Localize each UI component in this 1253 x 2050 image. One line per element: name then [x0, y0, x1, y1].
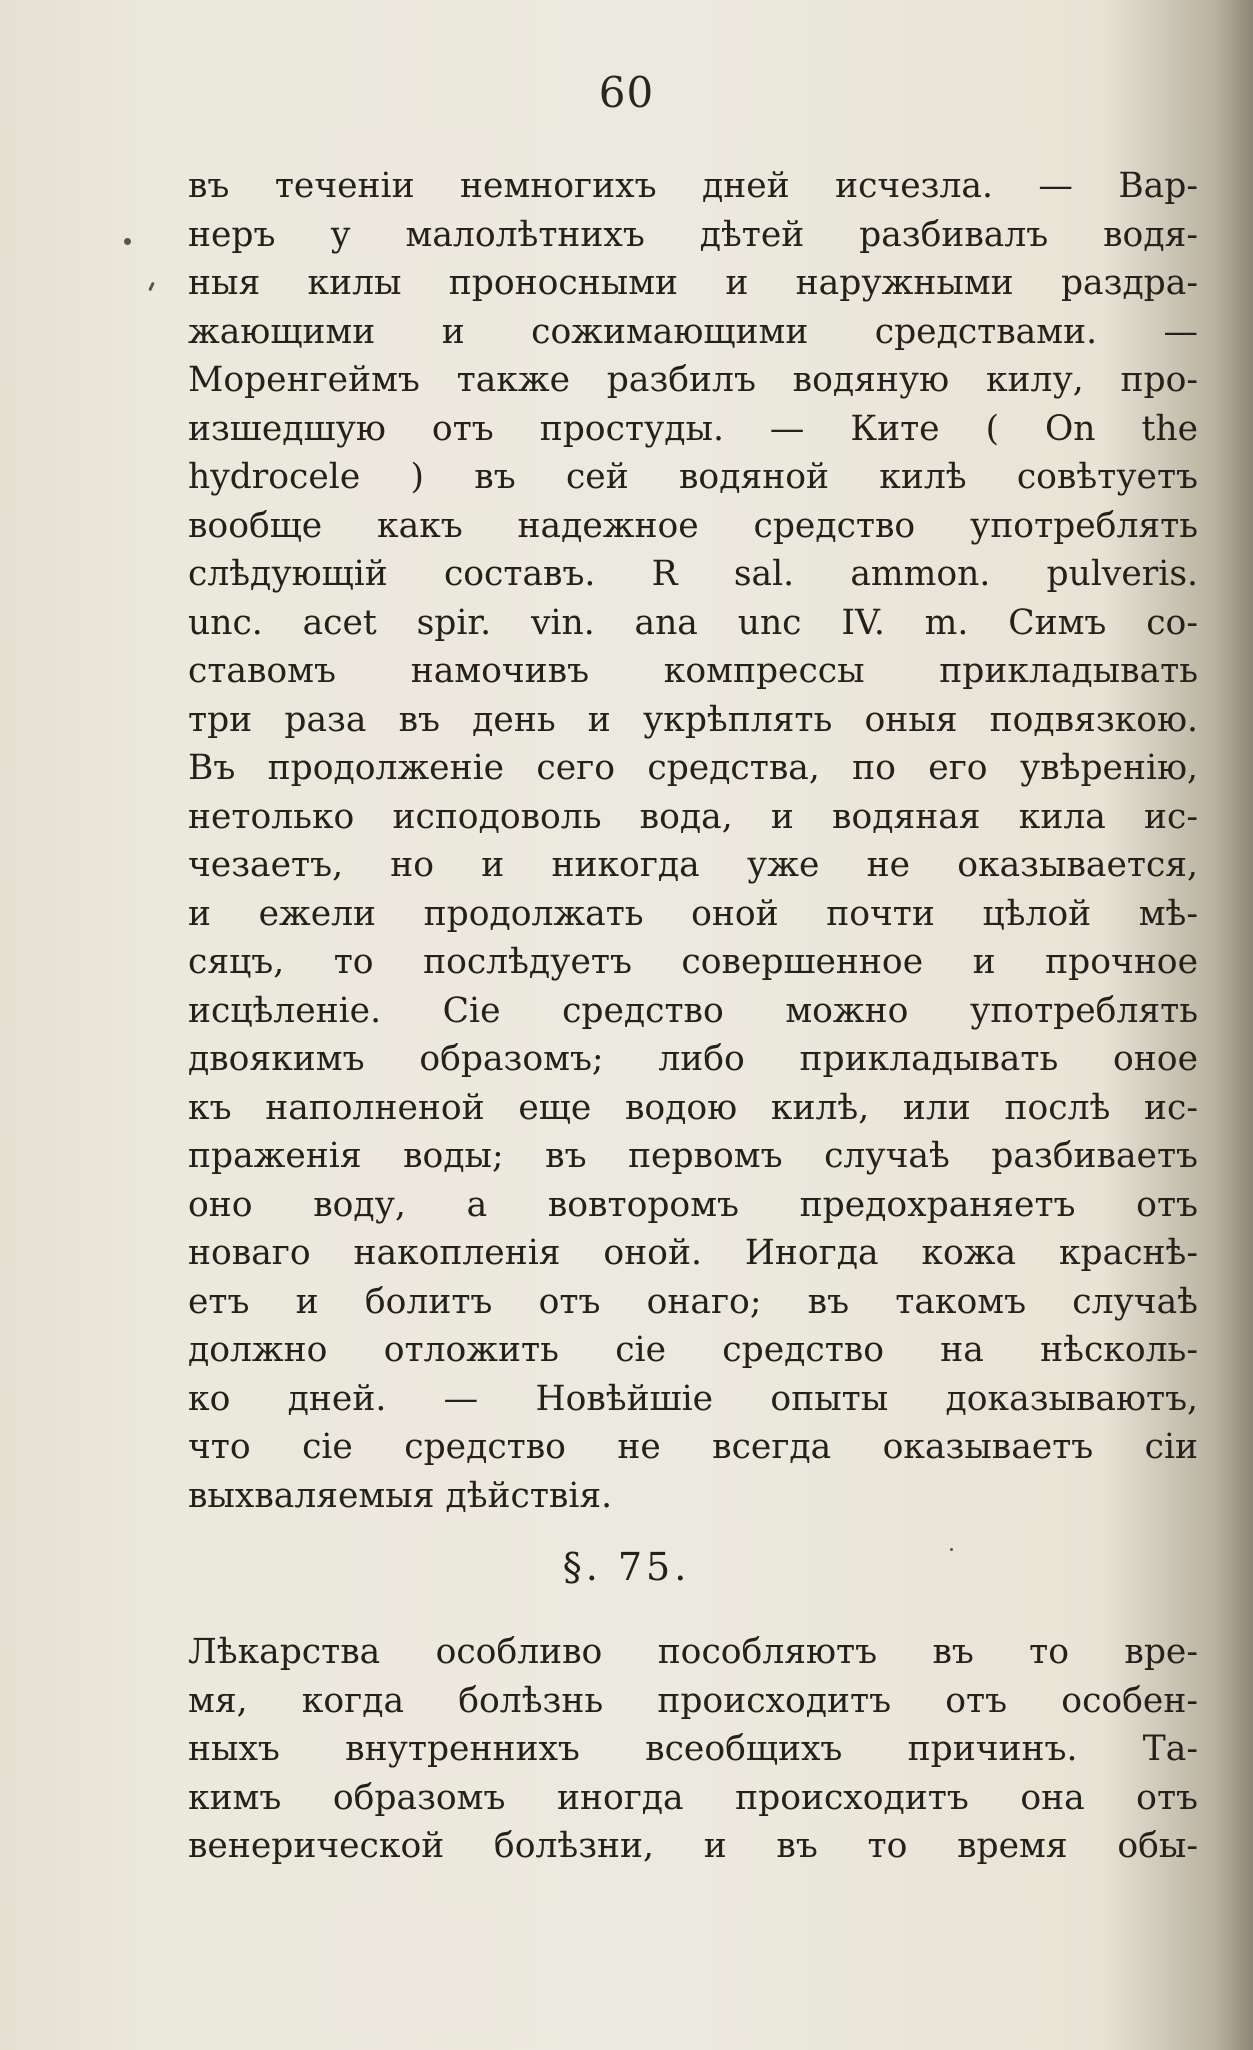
text-line: что сіе средство не всегда оказываетъ сіи: [188, 1427, 1198, 1467]
text-line: венерической болѣзни, и въ то время обы-: [188, 1826, 1198, 1866]
text-line: исцѣленіе. Сіе средство можно употреблять: [188, 990, 1198, 1031]
text-line: Лѣкарства особливо пособляютъ въ то вре-: [188, 1632, 1198, 1672]
text-line: ныя килы проносными и наружными раздра-: [188, 263, 1198, 303]
text-line: къ наполненой еще водою килѣ, или послѣ ис-: [188, 1087, 1198, 1128]
text-line: слѣдующій составъ. R sal. ammon. pulveris.: [188, 554, 1198, 594]
text-line: чезаетъ, но и никогда уже не оказывается,: [188, 845, 1198, 885]
text-line: hydrocele ) въ сей водяной килѣ совѣтуетъ: [188, 457, 1198, 497]
text-line: и ежели продолжать оной почти цѣлой мѣ-: [188, 893, 1198, 934]
text-line: двоякимъ образомъ; либо прикладывать оное: [188, 1039, 1198, 1079]
text-line: должно отложить сіе средство на нѣсколь-: [188, 1330, 1198, 1370]
text-line: ставомъ намочивъ компрессы прикладывать: [188, 651, 1198, 691]
text-line: праженія воды; въ первомъ случаѣ разбиваетъ: [188, 1136, 1198, 1176]
page-number: 60: [598, 68, 655, 117]
paragraph-2: [188, 1628, 1198, 1871]
text-line: вообще какъ надежное средство употреблять: [188, 505, 1198, 546]
text-line: выхваляемыя дѣйствія.: [188, 1475, 613, 1516]
text-line: нетолько исподоволь вода, и водяная кила ис-: [188, 796, 1198, 837]
text-line: Въ продолженіе сего средства, по его увѣренію,: [188, 748, 1198, 788]
text-line: ко дней. — Новѣйшіе опыты доказываютъ,: [188, 1378, 1198, 1419]
ink-speck: [124, 238, 131, 245]
text-line: Моренгеймъ также разбилъ водяную килу, про-: [188, 360, 1198, 400]
text-line: неръ у малолѣтнихъ дѣтей разбивалъ водя-: [188, 214, 1198, 255]
text-line: жающими и сожимающими средствами. —: [188, 311, 1198, 352]
text-line: сяцъ, то послѣдуетъ совершенное и прочное: [188, 942, 1198, 982]
text-line: оно воду, а вовторомъ предохраняетъ отъ: [188, 1184, 1198, 1225]
section-heading: §. 75.: [562, 1545, 691, 1589]
text-line: ныхъ внутреннихъ всеобщихъ причинъ. Та-: [188, 1729, 1198, 1769]
text-line: етъ и болитъ отъ онаго; въ такомъ случаѣ: [188, 1281, 1198, 1322]
ink-speck: [148, 282, 155, 291]
text-line: кимъ образомъ иногда происходитъ она отъ: [188, 1777, 1198, 1818]
text-line: unc. acet spir. vin. ana unc IV. m. Симъ со-: [188, 602, 1198, 643]
text-line: въ теченіи немногихъ дней исчезла. — Вар-: [188, 166, 1198, 206]
text-line: новаго накопленія оной. Иногда кожа краснѣ-: [188, 1233, 1198, 1273]
paragraph-1: [188, 162, 1198, 1520]
ink-speck: [950, 1548, 953, 1551]
text-line: мя, когда болѣзнь происходитъ отъ особен-: [188, 1680, 1198, 1721]
text-line: три раза въ день и укрѣплять оныя подвязкою.: [188, 699, 1198, 740]
text-line: изшедшую отъ простуды. — Ките ( On the: [188, 408, 1198, 449]
